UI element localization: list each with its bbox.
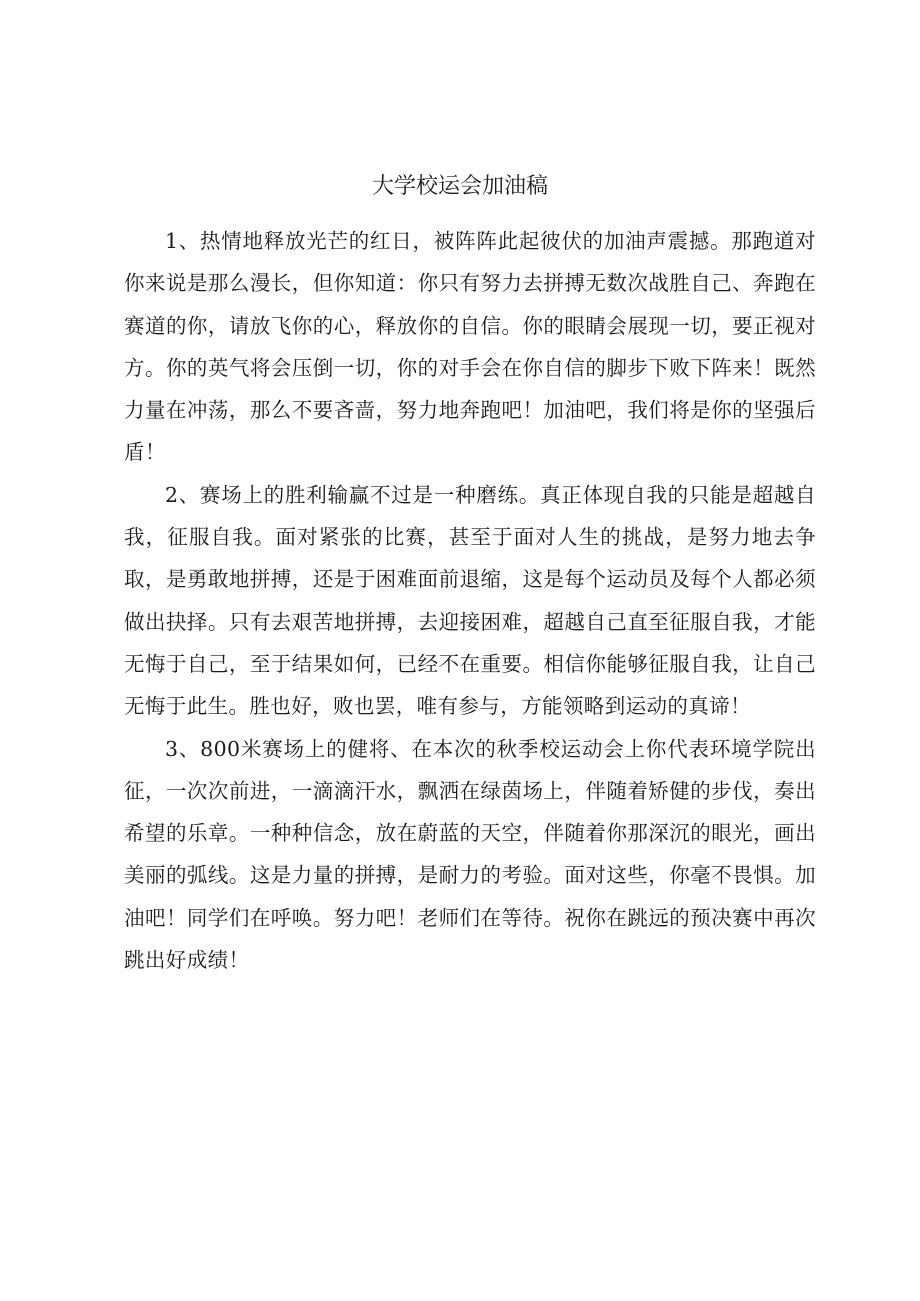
- document-title: 大学校运会加油稿: [371, 174, 548, 199]
- paragraph-3: 3、800米赛场上的健将、在本次的秋季校运动会上你代表环境学院出征，一次次前进，一滴滴汗水，飘洒在绿茵场上，伴随着矫健的步伐，奏出希望的乐章。一种种信念，放在蔚蓝的天空，伴随着你那深沉的眼光，画出美丽的弧线。这是力量的拼搏，是耐力的考验。面对这些，你毫不畏惧。加油吧！同学们在呼唤。努力吧！老师们在等待。祝你在跳远的预决赛中再次跳出好成绩！: [124, 736, 816, 973]
- paragraph-2: 2、赛场上的胜利输赢不过是一种磨练。真正体现自我的只能是超越自我，征服自我。面对紧张的比赛，甚至于面对人生的挑战，是努力地去争取，是勇敢地拼搏，还是于困难面前退缩，这是每个运动员及每个人都必须做出抉择。只有去艰苦地拼搏，去迎接困难，超越自己直至征服自我，才能无悔于自己，至于结果如何，已经不在重要。相信你能够征服自我，让自己无悔于此生。胜也好，败也罢，唯有参与，方能领略到运动的真谛！: [124, 482, 816, 719]
- paragraph-1: 1、热情地释放光芒的红日，被阵阵此起彼伏的加油声震撼。那跑道对你来说是那么漫长，但你知道：你只有努力去拼搏无数次战胜自己、奔跑在赛道的你，请放飞你的心，释放你的自信。你的眼睛会展现一切，要正视对方。你的英气将会压倒一切，你的对手会在你自信的脚步下败下阵来！既然力量在冲荡，那么不要吝啬，努力地奔跑吧！加油吧，我们将是你的坚强后盾！: [124, 229, 816, 465]
- document-body: [124, 220, 816, 981]
